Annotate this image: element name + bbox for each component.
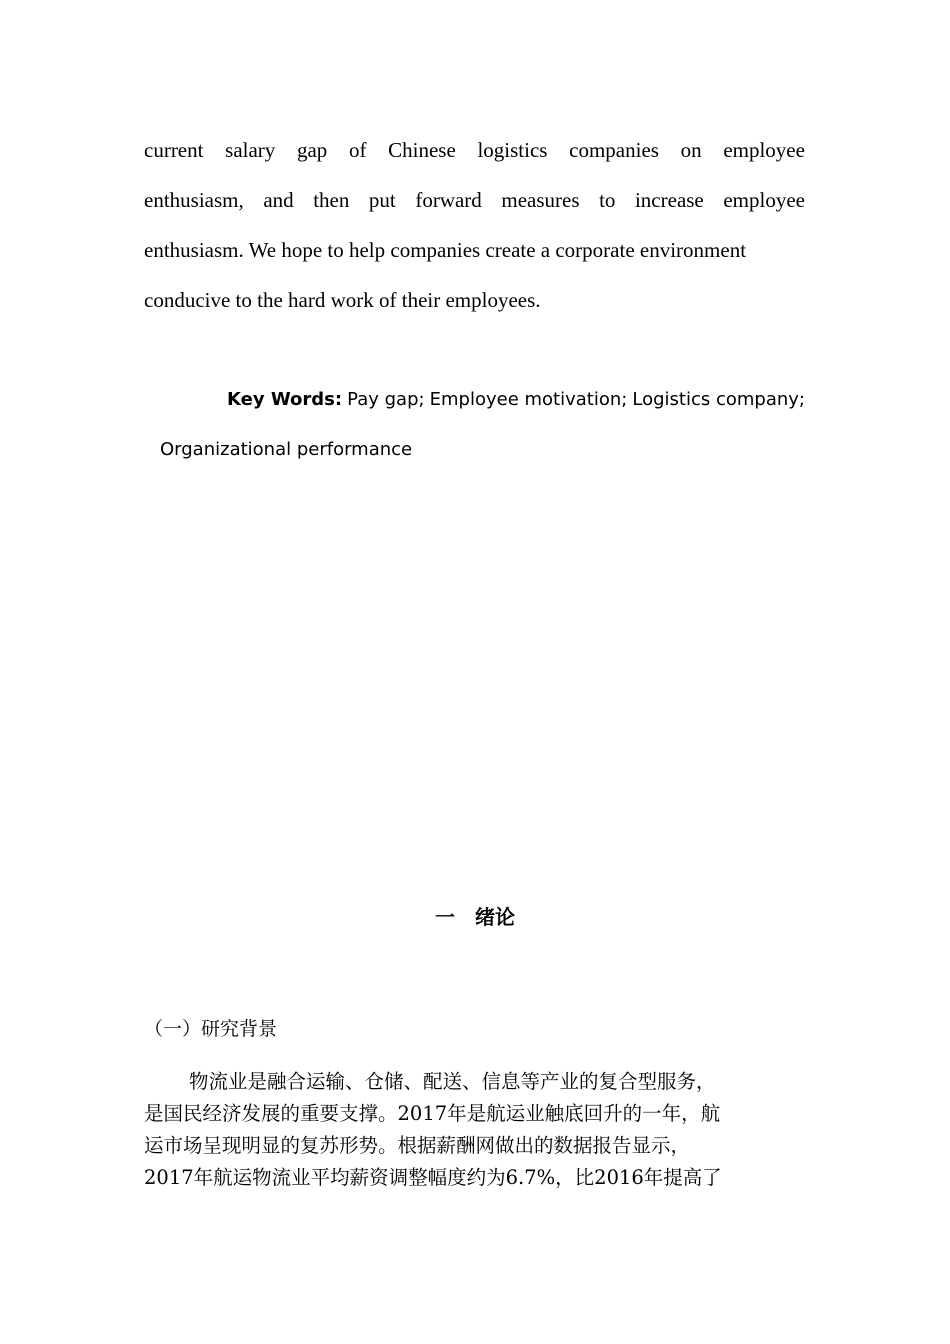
- keyword: Pay gap;: [347, 389, 425, 410]
- abstract-word: gap: [296, 138, 328, 162]
- chapter-number: 一: [435, 905, 455, 929]
- abstract-word: employee: [723, 188, 805, 212]
- chapter-title-text: 绪论: [475, 905, 515, 929]
- abstract-word: logistics: [477, 138, 548, 162]
- abstract-word: current: [144, 138, 204, 162]
- body-line-4: 2017年航运物流业平均薪资调整幅度约为6.7%，比2016年提高了: [144, 1166, 722, 1189]
- abstract-word: increase: [634, 188, 704, 212]
- keywords-line-2: Organizational performance: [160, 439, 413, 460]
- abstract-word: on: [680, 138, 702, 162]
- section-heading: （一）研究背景: [144, 1018, 278, 1040]
- keywords-label: Key Words:: [227, 389, 343, 410]
- abstract-line-1: [144, 138, 805, 162]
- abstract-word: companies: [569, 138, 659, 162]
- abstract-line-2: [144, 188, 805, 212]
- abstract-line-3: enthusiasm. We hope to help companies create a corporate environment: [144, 238, 747, 262]
- abstract-word: Chinese: [388, 138, 456, 162]
- body-line-2: 是国民经济发展的重要支撑。2017年是航运业触底回升的一年，航: [144, 1102, 721, 1125]
- keyword: Logistics company;: [632, 389, 805, 410]
- abstract-word: of: [348, 138, 367, 162]
- abstract-word: employee: [723, 138, 805, 162]
- abstract-line-4: conducive to the hard work of their employees.: [144, 288, 541, 312]
- abstract-word: measures: [501, 188, 580, 212]
- keyword: Employee motivation;: [429, 389, 628, 410]
- body-line-3: 运市场呈现明显的复苏形势。根据薪酬网做出的数据报告显示，: [144, 1134, 691, 1157]
- abstract-word: put: [368, 188, 396, 212]
- body-line-1: 物流业是融合运输、仓储、配送、信息等产业的复合型服务，: [189, 1070, 716, 1093]
- abstract-word: and: [263, 188, 294, 212]
- abstract-word: then: [313, 188, 350, 212]
- abstract-word: enthusiasm,: [144, 188, 244, 212]
- chapter-title: [0, 904, 950, 930]
- keywords-line-1: [227, 388, 805, 412]
- abstract-word: to: [599, 188, 616, 212]
- abstract-word: forward: [415, 188, 482, 212]
- abstract-word: salary: [225, 138, 276, 162]
